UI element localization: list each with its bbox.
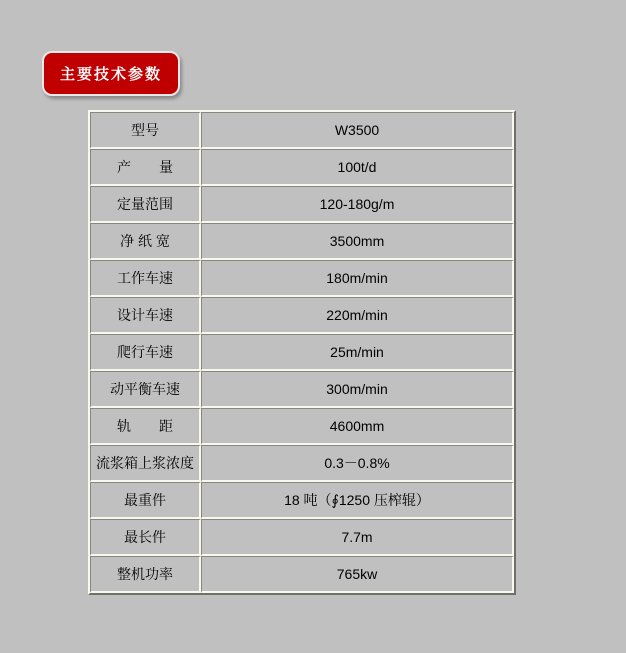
param-value-cell: 765kw [201, 556, 514, 593]
param-name-cell: 爬行车速 [90, 334, 201, 371]
param-name-cell: 动平衡车速 [90, 371, 201, 408]
param-value-cell: 120-180g/m [201, 186, 514, 223]
param-value-cell: 0.3－0.8% [201, 445, 514, 482]
param-value-cell: 25m/min [201, 334, 514, 371]
table-row [90, 371, 514, 408]
param-name-cell: 型号 [90, 112, 201, 149]
table-row [90, 445, 514, 482]
table-row [90, 149, 514, 186]
specs-table [88, 110, 516, 595]
table-row [90, 260, 514, 297]
table-row [90, 186, 514, 223]
table-row [90, 334, 514, 371]
table-row [90, 408, 514, 445]
table-row [90, 223, 514, 260]
param-value-cell: 7.7m [201, 519, 514, 556]
param-name-cell: 设计车速 [90, 297, 201, 334]
param-value-cell: 220m/min [201, 297, 514, 334]
table-row [90, 519, 514, 556]
table-row [90, 482, 514, 519]
param-name-cell: 工作车速 [90, 260, 201, 297]
param-name-cell: 产 量 [90, 149, 201, 186]
param-name-cell: 轨 距 [90, 408, 201, 445]
params-badge-label: 主要技术参数 [60, 66, 163, 83]
table-row [90, 556, 514, 593]
specs-table-body [90, 112, 514, 593]
param-value-cell: 100t/d [201, 149, 514, 186]
param-value-cell: 3500mm [201, 223, 514, 260]
param-value-cell: 4600mm [201, 408, 514, 445]
param-value-cell: 180m/min [201, 260, 514, 297]
param-name-cell: 流浆箱上浆浓度 [90, 445, 201, 482]
param-value-cell: 18 吨（∮1250 压榨辊） [201, 482, 514, 519]
param-value-cell: 300m/min [201, 371, 514, 408]
table-row [90, 112, 514, 149]
param-name-cell: 定量范围 [90, 186, 201, 223]
param-name-cell: 净 纸 宽 [90, 223, 201, 260]
table-row [90, 297, 514, 334]
param-name-cell: 最重件 [90, 482, 201, 519]
param-value-cell: W3500 [201, 112, 514, 149]
params-badge [42, 51, 180, 96]
param-name-cell: 整机功率 [90, 556, 201, 593]
param-name-cell: 最长件 [90, 519, 201, 556]
